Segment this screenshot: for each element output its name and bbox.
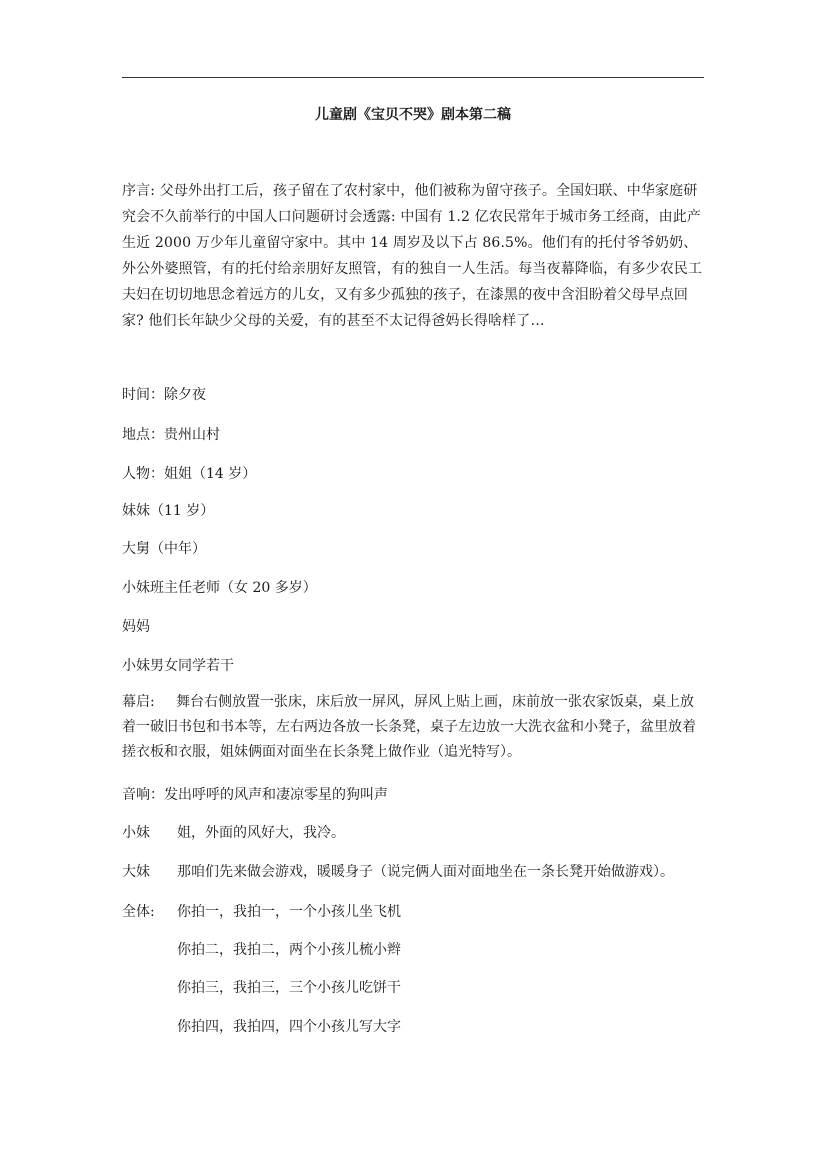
place-line: 地点：贵州山村 — [122, 427, 220, 443]
dialogue-line — [122, 861, 674, 881]
speaker-name: 大妹 — [122, 864, 150, 880]
chant-line: 你拍四，我拍四，四个小孩儿写大字 — [177, 1019, 401, 1035]
speaker-name: 全体: — [122, 904, 155, 920]
scene-label: 幕启: — [122, 694, 155, 710]
character-line: 小妹男女同学若干 — [122, 658, 234, 674]
chant-text: 你拍一，我拍一，一个小孩儿坐飞机 — [177, 904, 401, 920]
dialogue-text: 那咱们先来做会游戏，暖暖身子（说完俩人面对面地坐在一条长凳开始做游戏）。 — [177, 864, 674, 880]
scene-direction — [122, 690, 707, 765]
character-line: 人物：姐姐（14 岁） — [122, 466, 257, 482]
document-title: 儿童剧《宝贝不哭》剧本第二稿 — [315, 107, 511, 123]
preface-paragraph: 序言: 父母外出打工后，孩子留在了农村家中，他们被称为留守孩子。全国妇联、中华家庭研究会不久前举行的中国人口问题研讨会透露: 中国有 1.2 亿农民常年于城市务工经商，由此产生近 2000 万少年儿童留守家中。其中 14 周岁及以下占 86.5%。他们有的托付爷爷奶奶、外公外婆照管，有的托付给亲朋好友照管，有的独自一人生活。每当夜幕降临，有多少农民工夫妇在切切地思念着远方的儿女，又有多少孤独的孩子，在漆黑的夜中含泪盼着父母早点回家? 他们长年缺少父母的关爱，有的甚至不太记得爸妈长得啥样了… — [122, 183, 703, 329]
chant-line: 你拍二，我拍二，两个小孩儿梳小辫 — [177, 942, 401, 958]
character-line: 妈妈 — [122, 619, 150, 635]
dialogue-text: 姐，外面的风好大，我冷。 — [177, 825, 345, 841]
chant-line — [122, 901, 401, 921]
chant-line: 你拍三，我拍三，三个小孩儿吃饼干 — [177, 980, 401, 996]
speaker-name: 小妹 — [122, 825, 150, 841]
character-line: 妹妹（11 岁） — [122, 503, 215, 519]
header-rule — [122, 77, 704, 78]
character-line: 小妹班主任老师（女 20 多岁） — [122, 580, 317, 596]
character-line: 大舅（中年） — [122, 541, 206, 557]
sound-line: 音响：发出呼呼的风声和凄凉零星的狗叫声 — [122, 787, 388, 803]
scene-text: 舞台右侧放置一张床，床后放一屏风，屏风上贴上画，床前放一张农家饭桌，桌上放着一破旧书包和书本等，左右两边各放一长条凳，桌子左边放一大洗衣盆和小凳子，盆里放着搓衣板和衣服，姐妹俩面对面坐在长条凳上做作业（追光特写）。 — [122, 694, 696, 760]
time-line: 时间：除夕夜 — [122, 387, 206, 403]
dialogue-line — [122, 822, 345, 842]
